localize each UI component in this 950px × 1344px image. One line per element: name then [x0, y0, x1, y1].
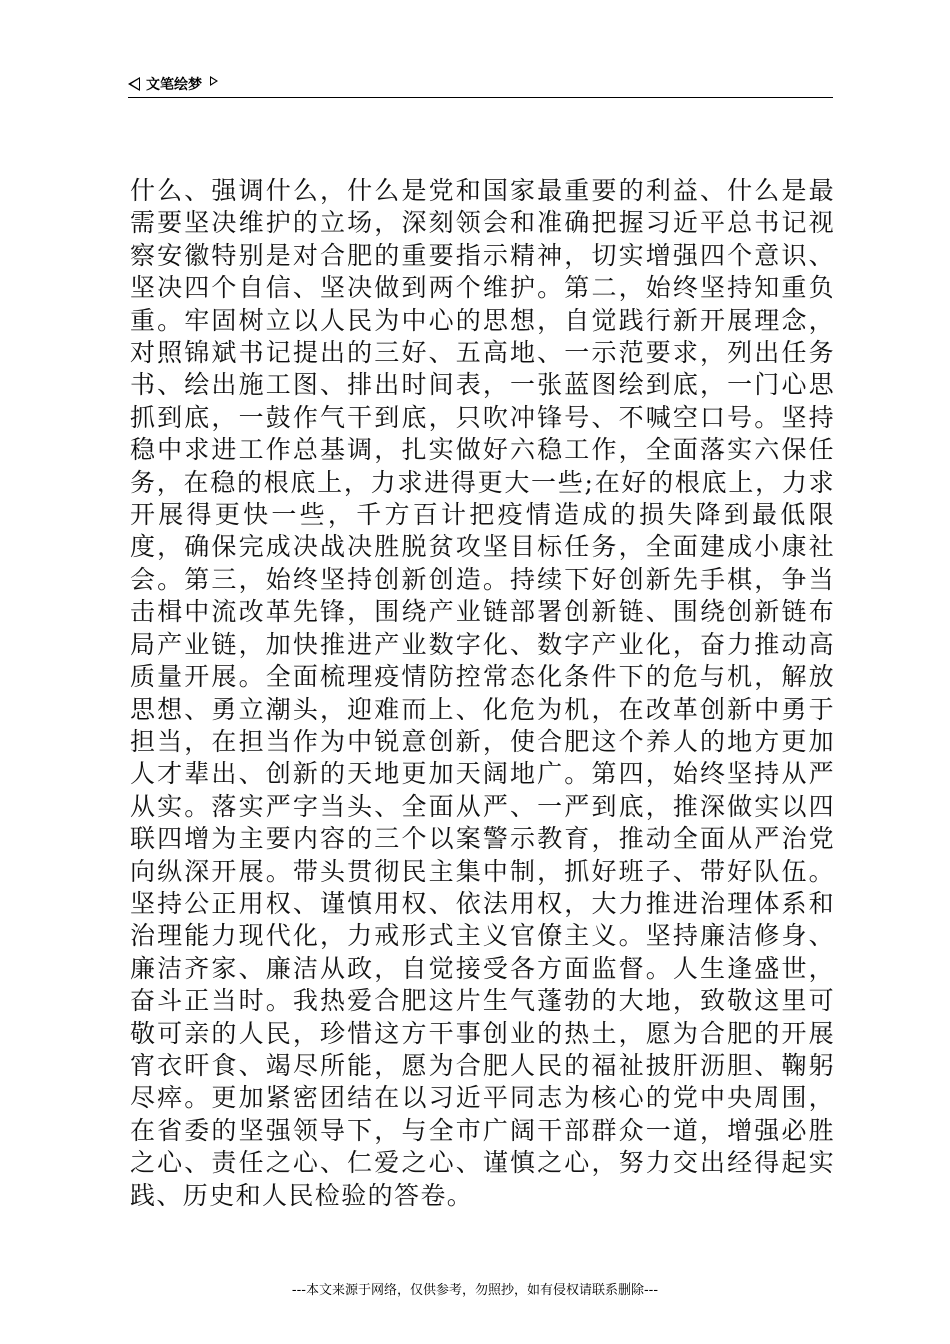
triangle-left-outline-icon	[128, 77, 140, 91]
body-paragraph: 什么、强调什么，什么是党和国家最重要的利益、什么是最需要坚决维护的立场，深刻领会和准确把握习近平总书记视察安徽特别是对合肥的重要指示精神，切实增强四个意识、坚决四个自信、坚决做到两个维护。第二，始终坚持知重负重。牢固树立以人民为中心的思想，自觉践行新开展理念，对照锦斌书记提出的三好、五高地、一示范要求，列出任务书、绘出施工图、排出时间表，一张蓝图绘到底，一门心思抓到底，一鼓作气干到底，只吹冲锋号、不喊空口号。坚持稳中求进工作总基调，扎实做好六稳工作，全面落实六保任务，在稳的根底上，力求进得更大一些;在好的根底上，力求开展得更快一些，千方百计把疫情造成的损失降到最低限度，确保完成决战决胜脱贫攻坚目标任务，全面建成小康社会。第三，始终坚持创新创造。持续下好创新先手棋，争当击楫中流改革先锋，围绕产业链部署创新链、围绕创新链布局产业链，加快推进产业数字化、数字产业化，奋力推动高质量开展。全面梳理疫情防控常态化条件下的危与机，解放思想、勇立潮头，迎难而上、化危为机，在改革创新中勇于担当，在担当作为中锐意创新，使合肥这个养人的地方更加人才辈出、创新的天地更加天阔地广。第四，始终坚持从严从实。落实严字当头、全面从严、一严到底，推深做实以四联四增为主要内容的三个以案警示教育，推动全面从严治党向纵深开展。带头贯彻民主集中制，抓好班子、带好队伍。坚持公正用权、谨慎用权、依法用权，大力推进治理体系和治理能力现代化，力戒形式主义官僚主义。坚持廉洁修身、廉洁齐家、廉洁从政，自觉接受各方面监督。人生逢盛世，奋斗正当时。我热爱合肥这片生气蓬勃的大地，致敬这里可敬可亲的人民，珍惜这方干事创业的热土，愿为合肥的开展宵衣旰食、竭尽所能，愿为合肥人民的福祉披肝沥胆、鞠躬尽瘁。更加紧密团结在以习近平同志为核心的党中央周围，在省委的坚强领导下，与全市广阔干部群众一道，增强必胜之心、责任之心、仁爱之心、谨慎之心，努力交出经得起实践、历史和人民检验的答卷。	[130, 176, 835, 1210]
footer-disclaimer: ---本文来源于网络，仅供参考，勿照抄，如有侵权请联系删除---	[291, 1283, 659, 1298]
page-header	[128, 74, 218, 94]
triangle-right-outline-icon	[210, 76, 218, 86]
header-divider	[128, 97, 833, 98]
header-title: 文笔绘梦	[146, 77, 202, 93]
